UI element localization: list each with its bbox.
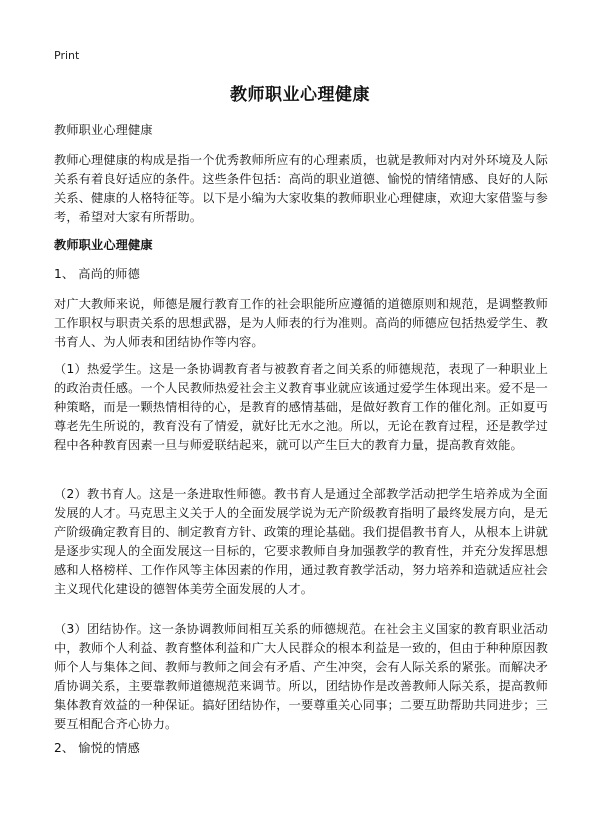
item2-heading: 2、 愉悦的情感 — [54, 741, 140, 755]
item1-heading: 1、 高尚的师德 — [54, 267, 140, 281]
item1-description: 对广大教师来说，师德是履行教育工作的社会职能所应遵循的道德原则和规范，是调整教师工作职权与职责关系的思想武器，是为人师表的行为准则。高尚的师德应包括热爱学生、教书育人、为人师表和团结协作等内容。 — [54, 297, 548, 349]
paragraph-teach-educate: （2）教书育人。这是一条进取性师德。教书育人是通过全部教学活动把学生培养成为全面发展的人才。马克思主义关于人的全面发展学说为无产阶级教育指明了最终发展方向，是无产阶级确定教育目的、制定教育方针、政策的理论基础。我们提倡教书育人，从根本上讲就是逐步实现人的全面发展这一目标的，它要求教师自身加强教学的教育性，并充分发挥思想感和人格榜样、工作作风等主体因素的作用，通过教育教学活动，努力培养和造就适应社会主义现代化建设的德智体美劳全面发展的人才。 — [54, 487, 548, 596]
print-link[interactable]: Print — [54, 49, 80, 62]
paragraph-teamwork: （3）团结协作。这一条协调教师间相互关系的师德规范。在社会主义国家的教育职业活动中，教师个人利益、教育整体利益和广大人民群众的根本利益是一致的，但由于种种原因教师个人与集体之间、教师与教师之间会有矛盾、产生冲突，会有人际关系的紧张。而解决矛盾协调关系，主要靠教师道德规范来调节。所以，团结协作是改善教师人际关系，提高教师集体教育效益的一种保证。搞好团结协作，一要尊重关心同事；二要互助帮助共同进步；三要互相配合齐心协力。 — [54, 622, 548, 731]
page-title: 教师职业心理健康 — [230, 85, 370, 105]
document-subtitle: 教师职业心理健康 — [54, 123, 153, 137]
section-heading: 教师职业心理健康 — [54, 238, 153, 252]
paragraph-love-students: （1）热爱学生。这是一条协调教育者与被教育者之间关系的师德规范，表现了一种职业上的政治责任感。一个人民教师热爱社会主义教育事业就应该通过爱学生体现出来。爱不是一种策略，而是一颗热情相待的心，是教育的感情基础，是做好教育工作的催化剂。正如夏丏尊老先生所说的，教育没有了情爱，就好比无水之池。所以，无论在教育过程，还是教学过程中各种教育因素一旦与师爱联结起来，就可以产生巨大的教育力量，提高教育效能。 — [54, 362, 548, 452]
intro-paragraph: 教师心理健康的构成是指一个优秀教师所应有的心理素质，也就是教师对内对外环境及人际关系有着良好适应的条件。这些条件包括：高尚的职业道德、愉悦的情绪情感、良好的人际关系、健康的人格特征等。以下是小编为大家收集的教师职业心理健康，欢迎大家借鉴与参考，希望对大家有所帮助。 — [54, 153, 548, 224]
